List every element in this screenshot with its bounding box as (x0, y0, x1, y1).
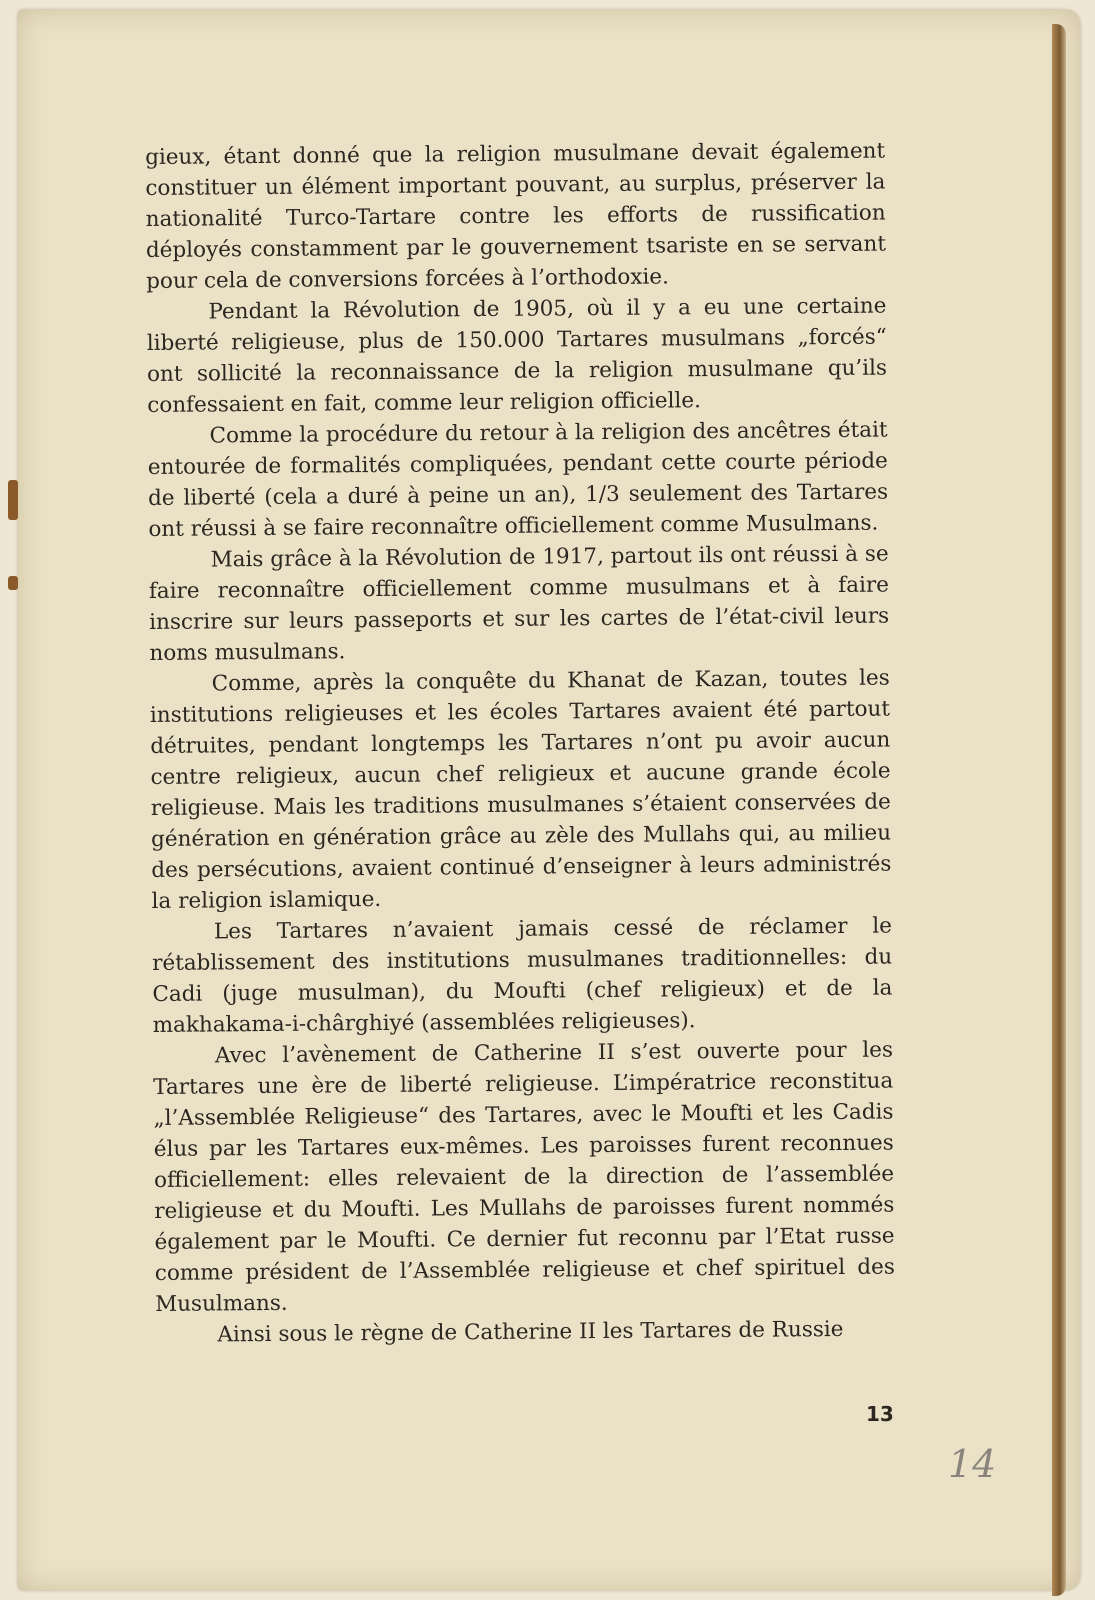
body-text (145, 136, 896, 1351)
page-number: 13 (866, 1402, 894, 1426)
paragraph: Pendant la Révolution de 1905, où il y a eu une certaine liberté religieuse, plus de 150.000 Tartares musulmans „forcés“ ont sollicité la reconnaissance de la religion musulmane qu’ils confessaient en fait, comme leur religion officielle. (146, 293, 888, 418)
paragraph: Mais grâce à la Révolution de 1917, partout ils ont réussi à se faire reconnaître officiellement comme musulmans et à faire inscrire sur leurs passeports et sur les cartes de l’état-civil leurs noms musulmans. (148, 541, 890, 666)
paragraph: Ainsi sous le règne de Catherine II les Tartares de Russie (217, 1316, 844, 1348)
paragraph: Comme, après la conquête du Khanat de Kazan, toutes les institutions religieuses et les écoles Tartares avaient été partout détruites, pendant longtemps les Tartares n’ont pu avoir aucun centre religieux, aucun chef religieux et aucune grande école religieuse. Mais les traditions musulmanes s’étaient conservées de génération en génération grâce au zèle des Mullahs qui, au milieu des persécutions, avaient continué d’enseigner à leurs administrés la religion islamique. (149, 665, 892, 914)
page-tear-mark (8, 480, 18, 520)
paragraph: gieux, étant donné que la religion musulmane devait également constituer un élément important pouvant, au surplus, préserver la nationalité Turco-Tartare contre les efforts de russification déployés constamment par le gouvernement tsariste en se servant pour cela de conversions forcées à l’orthodoxie. (145, 138, 887, 294)
page-tear-mark (8, 576, 18, 590)
page-edge (1052, 24, 1066, 1596)
paragraph: Avec l’avènement de Catherine II s’est ouverte pour les Tartares une ère de liberté religieuse. L’impératrice reconstitua „l’Assemblée Religieuse“ des Tartares, avec le Moufti et les Cadis élus par les Tartares eux-mêmes. Les paroisses furent reconnues officiellement: elles relevaient de la direction de l’assemblée religieuse et du Moufti. Les Mullahs de paroisses furent nommés également par le Moufti. Ce dernier fut reconnu par l’Etat russe comme président de l’Assemblée religieuse et chef spirituel des Musulmans. (153, 1037, 895, 1317)
handwritten-archive-number: 14 (948, 1442, 997, 1486)
paragraph: Les Tartares n’avaient jamais cessé de réclamer le rétablissement des institutions musulmanes traditionnelles: du Cadi (juge musulman), du Moufti (chef religieux) et de la makhakama-i-chârghiyé (assemblées religieuses). (152, 913, 893, 1038)
paragraph: Comme la procédure du retour à la religion des ancêtres était entourée de formalités compliquées, pendant cette courte période de liberté (cela a duré à peine un an), 1/3 seulement des Tartares ont réussi à se faire reconnaître officiellement comme Musulmans. (147, 417, 889, 542)
